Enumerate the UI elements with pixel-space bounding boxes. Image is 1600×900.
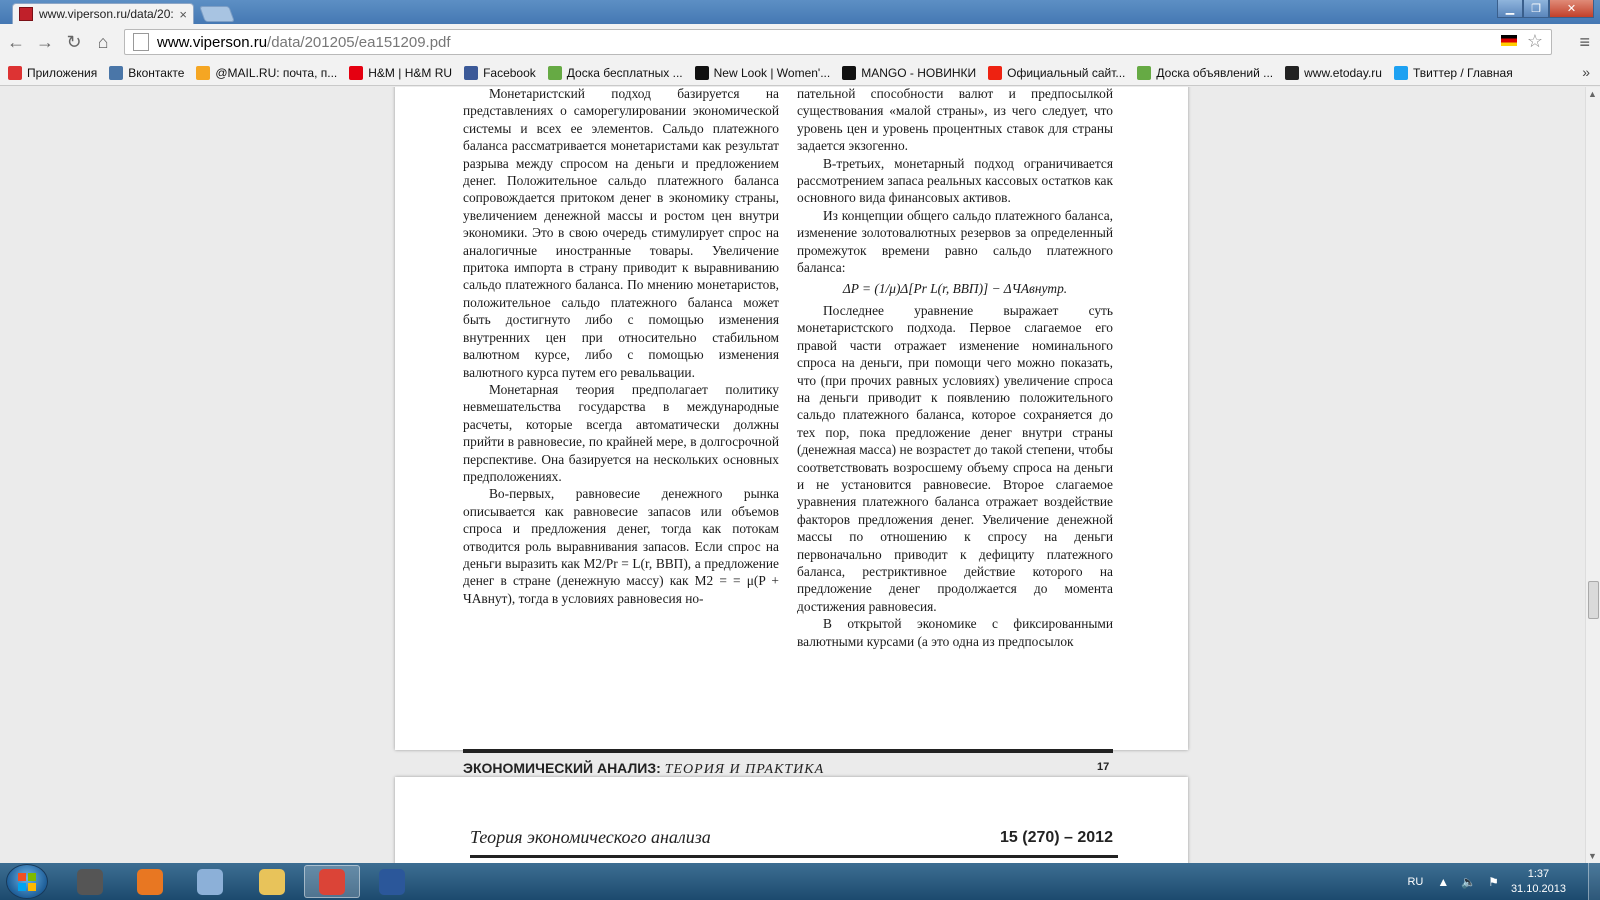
vk-icon [109,66,123,80]
new-tab-button[interactable] [199,6,235,22]
bookmark-item[interactable] [1394,66,1513,80]
paragraph: Монетарная теория предполагает политику невмешательства государства в международные расчеты, которые всегда автоматически должны прийти в равновесие, по крайней мере, в долгосрочной перспективе. Она базируется на нескольких основных предположениях. [463,381,779,484]
taskbar-app[interactable] [122,865,178,898]
browser-tab[interactable] [12,3,194,24]
taskbar-app[interactable] [304,865,360,898]
word-icon [379,869,405,895]
pdf-favicon-icon [19,7,33,21]
window-controls [1497,0,1594,18]
clock-time: 1:37 [1527,867,1550,880]
bookmark-item[interactable] [196,66,337,80]
hm-icon [349,66,363,80]
scroll-down-icon[interactable]: ▼ [1588,851,1597,861]
bookmark-label: Твиттер / Главная [1412,65,1513,80]
scroll-thumb[interactable] [1588,581,1599,619]
chrome-icon [319,869,345,895]
forward-button[interactable]: → [36,31,54,52]
clock-date: 31.10.2013 [1510,882,1566,895]
bookmark-item[interactable] [109,66,184,80]
bookmarks-bar [0,60,1600,86]
scroll-up-icon[interactable]: ▲ [1588,89,1597,99]
facebook-icon [464,66,478,80]
home-button[interactable]: ⌂ [97,31,109,52]
bookmark-item[interactable] [349,66,452,80]
bookmark-item[interactable] [548,66,683,80]
vertical-scrollbar[interactable] [1585,87,1600,863]
media-center-icon [77,869,103,895]
bookmark-label: New Look | Women'... [713,65,831,80]
action-center-flag-icon[interactable]: ⚑ [1488,874,1499,889]
pdf-page-next [395,777,1188,863]
volume-icon[interactable]: 🔈 [1461,874,1477,889]
bookmark-item[interactable] [464,66,536,80]
system-tray [1407,863,1600,900]
etoday-icon [1285,66,1299,80]
bookmark-star-icon[interactable]: ☆ [1526,31,1543,51]
paragraph: Во-первых, равновесие денежного рынка описывается как равновесие запасов или объемов спроса и предложения денег, тогда как потокам отводится роль выравнивания запасов. Если спрос на деньги выразить как M2/Pr = L(r, ВВП), а предложение денег в стране (денежную массу) как M2 = = μ(P + ЧАвнут), тогда в условиях равновесия но- [463,486,779,606]
start-button[interactable] [6,864,48,899]
paragraph: пательной способности валют и предпосылкой существования «малой страны», из чего следует, что уровень цен и уровень процентных ставок для страны задается экзогенно. [797,87,1113,154]
header-rule [470,855,1118,858]
text-column-left [463,87,779,607]
paragraph: В-третьих, монетарный подход ограничивается рассмотрением запаса реальных кассовых остатков как основного вида финансовых активов. [797,155,1113,206]
paragraph: Монетаристский подход базируется на представлениях о саморегулировании экономической системы и всех ее элементов. Сальдо платежного баланса рассматривается монетаристами как результат разрыва между спросом на деньги и предложением денег. Положительное сальдо платежного баланса сопровождается притоком денег в экономику страны, увеличением денежной массы и ростом цен внутри экономики. Это в свою очередь стимулирует спрос на аналогичные иностранные товары. Увеличение притока импорта в страну приводит к выравниванию сальдо платежного баланса. По мнению монетаристов, положительное сальдо платежного баланса может быть достигнуто либо с помощью изменения внутренних цен при относительно стабильном валютном курсе, либо с помощью изменения валютного курса путем его ревальвации. [463,87,779,380]
paragraph: В открытой экономике с фиксированными валютными курсами (а это одна из предпосылок [797,616,1113,649]
url-path: /data/201205/ea151209.pdf [267,33,451,51]
tab-title: www.viperson.ru/data/20: [39,7,174,21]
text-column-right [797,87,1113,650]
taskbar-app[interactable] [364,865,420,898]
bookmark-label: www.etoday.ru [1304,65,1382,80]
close-button[interactable]: ✕ [1549,0,1594,18]
newlook-icon [695,66,709,80]
chrome-menu-icon[interactable]: ≡ [1579,32,1590,52]
avito-icon [1137,66,1151,80]
media-player-icon [137,869,163,895]
tab-close-icon[interactable]: × [179,6,187,22]
windows-logo-icon [18,873,36,891]
language-indicator[interactable]: RU [1407,875,1424,888]
apps-icon [8,66,22,80]
bookmark-label: @MAIL.RU: почта, п... [215,65,338,80]
bookmark-label: H&M | H&M RU [368,65,453,80]
bookmark-label: Вконтакте [128,65,185,80]
bookmark-item[interactable] [8,66,97,80]
browser-toolbar [0,24,1600,60]
tab-strip [0,0,1600,24]
issue-number: 15 (270) – 2012 [1000,829,1113,846]
bookmark-label: Доска бесплатных ... [566,65,683,80]
bookmark-label: Приложения [27,65,98,80]
minimize-button[interactable]: ▁ [1497,0,1523,18]
pdf-viewer[interactable] [0,87,1585,863]
taskbar-app[interactable] [62,865,118,898]
address-bar[interactable] [124,29,1552,55]
bookmark-item[interactable] [1137,66,1273,80]
mailru-icon [196,66,210,80]
section-title: Теория экономического анализа [470,827,711,847]
footer-rule [463,749,1113,753]
bookmark-label: Facebook [483,65,536,80]
bookmark-item[interactable] [695,66,831,80]
paragraph: Последнее уравнение выражает суть монетаристского подхода. Первое слагаемое его правой части отражает изменение номинального спроса на деньги, при помощи чего можно показать, что (при прочих равных условиях) увеличение спроса на деньги приводит к появлению положительного сальдо платежного баланса, которое сохраняется до тех пор, пока предложение денег внутри страны (денежная масса) не возрастет до такой степени, чтобы соответствовать возросшему объему спроса на деньги и не установится равновесие. Второе слагаемое уравнения платежного баланса отражает воздействие факторов предложения денег. Увеличение денежной массы по отношению к спросу на деньги первоначально приводит к дефициту платежного баланса, рестриктивное действие которого на предложение денег продолжается до момента достижения равновесия. [797,302,1113,614]
back-button[interactable]: ← [7,31,25,52]
bookmark-item[interactable] [842,66,976,80]
explorer-icon [259,869,285,895]
translate-flag-icon[interactable] [1501,35,1517,46]
windows-taskbar [0,863,1600,900]
journal-footer [463,760,824,778]
formula: ΔP = (1/μ)Δ[Pr L(r, ВВП)] − ΔЧАвнутр. [842,281,1068,297]
tray-expand-icon[interactable]: ▲ [1437,874,1450,889]
bookmark-item[interactable] [988,66,1125,80]
maximize-button[interactable]: ❐ [1523,0,1549,18]
page-icon [133,33,149,51]
paragraph: Из концепции общего сальдо платежного баланса, изменение золотовалютных резервов за определенный промежуток времени равно сальдо платежного баланса: [797,207,1113,276]
taskbar-app[interactable] [182,865,238,898]
mango-icon [842,66,856,80]
show-desktop-button[interactable] [1588,863,1600,900]
bookmark-item[interactable] [1285,66,1382,80]
avito-icon [548,66,562,80]
w-icon [988,66,1002,80]
bookmark-label: Официальный сайт... [1007,65,1126,80]
journal-subtitle: ТЕОРИЯ И ПРАКТИКА [664,762,825,777]
taskbar-app[interactable] [244,865,300,898]
url-host: www.viperson.ru [157,33,268,51]
bookmarks-more-icon[interactable]: » [1582,64,1590,80]
clock[interactable] [1511,867,1566,897]
journal-name: ЭКОНОМИЧЕСКИЙ АНАЛИЗ: [463,760,661,776]
bookmark-label: Доска объявлений ... [1156,65,1274,80]
page-number: 17 [1097,761,1110,773]
pdf-page-17 [395,87,1188,777]
reload-button[interactable]: ↻ [66,31,82,52]
twitter-icon [1394,66,1408,80]
bookmark-label: MANGO - НОВИНКИ [861,65,977,80]
paint-icon [197,869,223,895]
